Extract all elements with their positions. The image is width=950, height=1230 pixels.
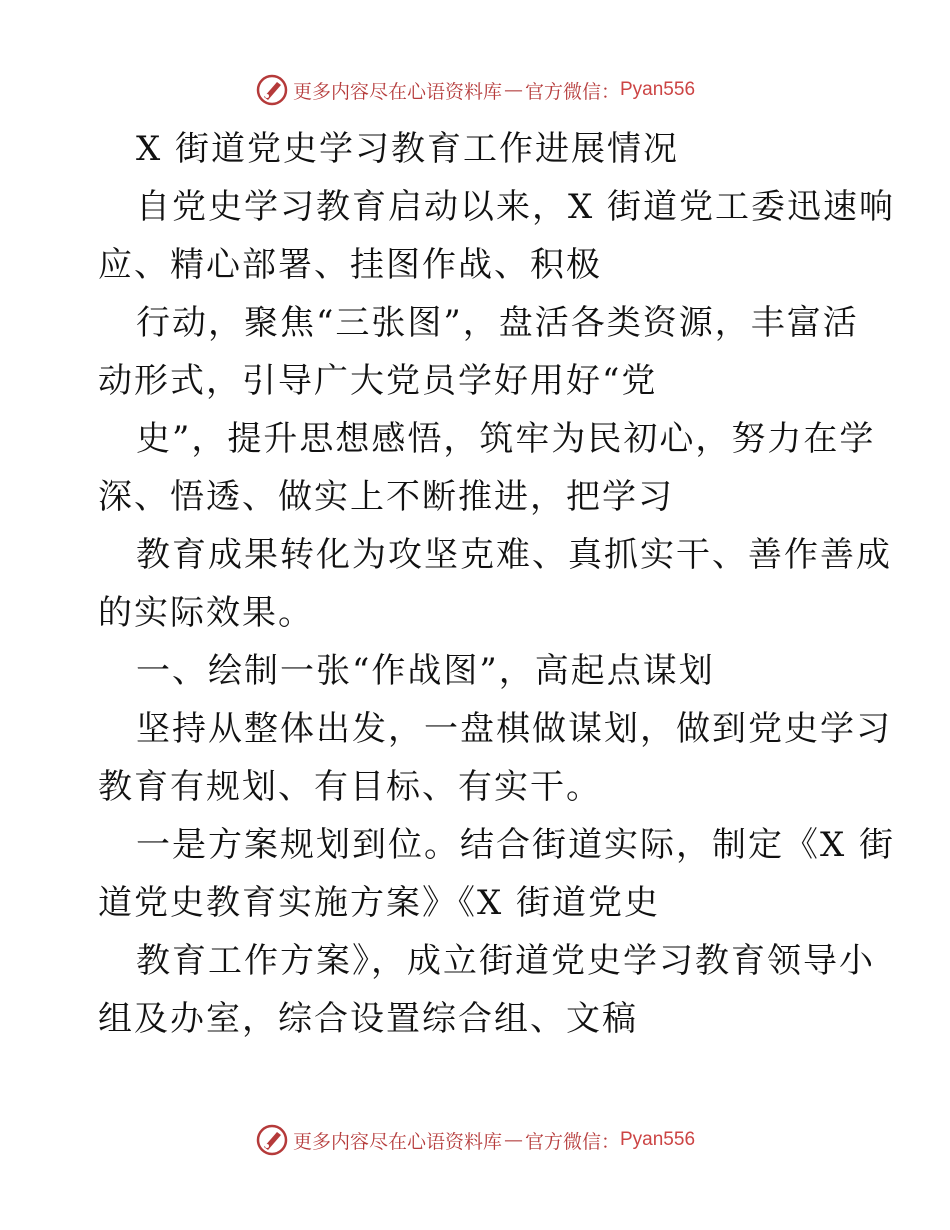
- banner-contact-label: 官方微信：: [524, 80, 620, 103]
- banner-text: 更多内容尽在心语资料库: [292, 80, 502, 103]
- banner-contact-label: 官方微信：: [524, 1130, 620, 1153]
- banner-contact-id: Pyan556: [620, 79, 696, 100]
- paragraph-line: 自党史学习教育启动以来，X 街道党工委迅速响: [136, 187, 896, 227]
- section-heading: 一、绘制一张“作战图”，高起点谋划: [136, 651, 715, 691]
- banner-separator: —: [503, 79, 523, 101]
- pen-logo-icon: [255, 73, 289, 107]
- pen-logo-icon: [255, 1123, 289, 1157]
- paragraph-line: 的实际效果。: [98, 593, 314, 633]
- paragraph-line: 组及办室，综合设置综合组、文稿: [98, 999, 638, 1039]
- paragraph-line: 道党史教育实施方案》《X 街道党史: [98, 883, 661, 923]
- banner-contact-id: Pyan556: [620, 1129, 696, 1150]
- footer-banner-inner: [255, 1123, 695, 1157]
- paragraph-line: 应、精心部署、挂图作战、积极: [98, 245, 602, 285]
- banner-text: 更多内容尽在心语资料库: [292, 1130, 502, 1153]
- header-banner-inner: [255, 73, 695, 107]
- document-title: X 街道党史学习教育工作进展情况: [136, 129, 680, 169]
- paragraph-line: 教育工作方案》，成立街道党史学习教育领导小: [136, 941, 875, 981]
- paragraph-line: 一是方案规划到位。结合街道实际，制定《X 街: [136, 825, 896, 865]
- footer-banner: [0, 1120, 950, 1160]
- banner-separator: —: [503, 1129, 523, 1151]
- paragraph-line: 动形式，引导广大党员学好用好“党: [98, 361, 658, 401]
- paragraph-line: 行动，聚焦“三张图”，盘活各类资源，丰富活: [136, 303, 859, 343]
- paragraph-line: 坚持从整体出发，一盘棋做谋划，做到党史学习: [136, 709, 892, 749]
- paragraph-line: 深、悟透、做实上不断推进，把学习: [98, 477, 674, 517]
- document-body: [98, 120, 896, 1048]
- paragraph-line: 史”，提升思想感悟，筑牢为民初心，努力在学: [136, 419, 876, 459]
- paragraph-line: 教育有规划、有目标、有实干。: [98, 767, 602, 807]
- header-banner: [0, 70, 950, 110]
- paragraph-line: 教育成果转化为攻坚克难、真抓实干、善作善成: [136, 535, 892, 575]
